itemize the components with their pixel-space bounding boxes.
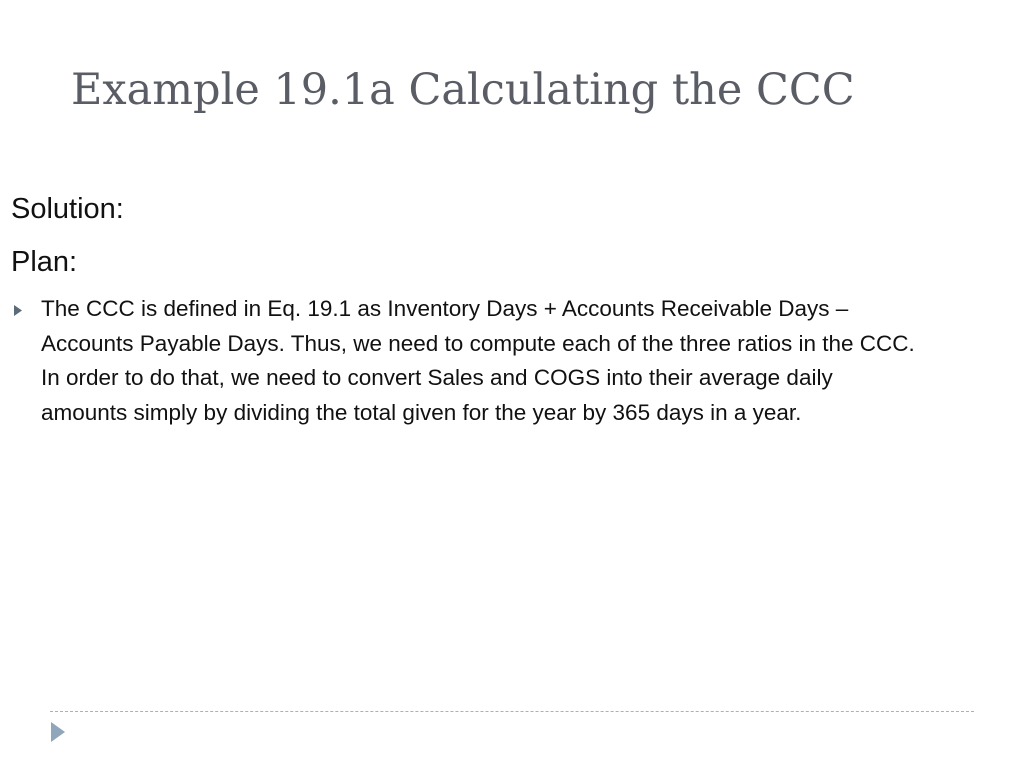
blue-triangle-arrow-icon <box>51 722 65 747</box>
bullet-item <box>14 292 924 430</box>
plan-heading: Plan: <box>11 246 78 278</box>
slide-title: Example 19.1a Calculating the CCC <box>71 65 855 115</box>
small-triangle-bullet-icon <box>14 292 41 316</box>
footer-divider <box>50 711 974 712</box>
bullet-text: The CCC is defined in Eq. 19.1 as Inventory Days + Accounts Receivable Days – Accounts Payable Days. Thus, we need to compute each of the three ratios in the CCC. In order to do that, we need to convert Sales and COGS into their average daily amounts simply by dividing the total given for the year by 365 days in a year. <box>41 296 915 425</box>
solution-heading: Solution: <box>11 193 124 225</box>
